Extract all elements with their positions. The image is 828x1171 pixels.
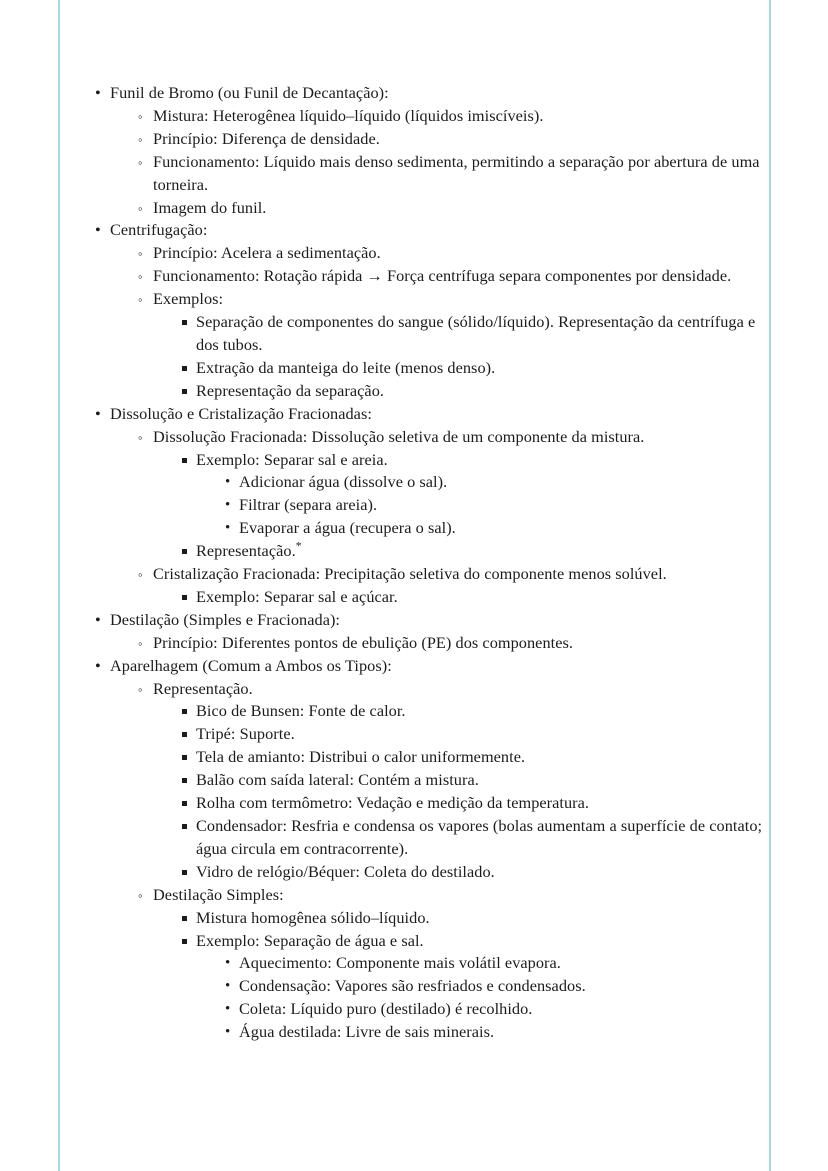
- outline-item-funil-imagem: [138, 197, 768, 220]
- outline-item-label: Representação.: [153, 678, 253, 698]
- bullet-square-icon: [182, 824, 187, 829]
- bullet-disc-icon: •: [95, 220, 101, 240]
- outline-item-label: Funcionamento: Líquido mais denso sedimenta, permitindo a separação por abertura de uma torneira.: [153, 151, 760, 194]
- bullet-subdisc-icon: •: [225, 497, 231, 514]
- outline-item-label: Vidro de relógio/Béquer: Coleta do destilado.: [196, 861, 495, 881]
- outline-sublist-level-2: [138, 105, 768, 220]
- footnote-marker: *: [295, 539, 302, 553]
- outline-item-label: Tela de amianto: Distribui o calor uniformemente.: [196, 747, 526, 767]
- outline-item-label: Adicionar água (dissolve o sal).: [239, 472, 448, 492]
- bullet-circle-icon: ◦: [138, 246, 143, 262]
- outline-item-condensador: [182, 815, 768, 861]
- bullet-disc-icon: •: [95, 403, 101, 423]
- outline-item-dissolucao-fracionada: [138, 426, 768, 563]
- outline-item-label: Destilação Simples:: [153, 884, 284, 904]
- bullet-subdisc-icon: •: [225, 520, 231, 537]
- outline-item-label: Dissolução Fracionada: Dissolução seletiva de um componente da mistura.: [153, 426, 645, 446]
- bullet-square-icon: [182, 709, 187, 714]
- outline-item-label: Representação da separação.: [196, 380, 385, 400]
- outline-item-label: Exemplo: Separação de água e sal.: [196, 930, 424, 950]
- outline-item-dissolucao-representacao: [182, 540, 768, 563]
- outline-item-etapa-condensacao: [225, 975, 768, 998]
- outline-item-label: Aparelhagem (Comum a Ambos os Tipos):: [110, 655, 392, 675]
- outline-item-label: Cristalização Fracionada: Precipitação seletiva do componente menos solúvel.: [153, 564, 667, 584]
- outline-item-label: Condensador: Resfria e condensa os vapores (bolas aumentam a superfície de contato; água circula em contracorrente).: [196, 816, 763, 858]
- bullet-disc-icon: •: [95, 655, 101, 675]
- outline-item-label: Balão com saída lateral: Contém a mistura.: [196, 770, 479, 790]
- outline-item-label: Condensação: Vapores são resfriados e condensados.: [239, 976, 586, 996]
- outline-item-tela-de-amianto: [182, 746, 768, 769]
- bullet-square-icon: [182, 458, 187, 463]
- outline-sublist-level-3: [182, 586, 768, 609]
- bullet-subdisc-icon: •: [225, 978, 231, 995]
- outline-item-funil-de-bromo: [95, 82, 768, 219]
- outline-item-label: Princípio: Acelera a sedimentação.: [153, 243, 381, 263]
- outline-item-passo-evaporar: [225, 517, 768, 540]
- bullet-square-icon: [182, 778, 187, 783]
- bullet-circle-icon: ◦: [138, 108, 143, 124]
- outline-item-centrifugacao-funcionamento: [138, 265, 768, 288]
- outline-item-funil-funcionamento: [138, 151, 768, 197]
- outline-sublist-level-2: [138, 426, 768, 609]
- outline-item-label: Tripé: Suporte.: [196, 724, 295, 744]
- outline-sublist-level-4: [225, 471, 768, 540]
- outline-item-label: Princípio: Diferença de densidade.: [153, 128, 380, 148]
- outline-item-label: Mistura: Heterogênea líquido–líquido (líquidos imiscíveis).: [153, 105, 544, 125]
- outline-item-destilacao-simples: [138, 884, 768, 1044]
- bullet-subdisc-icon: •: [225, 474, 231, 491]
- outline-item-destilacao-simples-exemplo: [182, 930, 768, 1045]
- outline-sublist-level-2: [138, 632, 768, 655]
- bullet-circle-icon: ◦: [138, 154, 143, 170]
- outline-item-centrifugacao-principio: [138, 242, 768, 265]
- bullet-square-icon: [182, 916, 187, 921]
- outline-sublist-level-3: [182, 700, 768, 883]
- outline-item-etapa-coleta: [225, 998, 768, 1021]
- bullet-square-icon: [182, 595, 187, 600]
- outline-item-destilacao-principio: [138, 632, 768, 655]
- outline-item-label: Coleta: Líquido puro (destilado) é recolhido.: [239, 999, 533, 1019]
- bullet-circle-icon: ◦: [138, 681, 143, 697]
- outline-sublist-level-2: [138, 242, 768, 402]
- outline-item-exemplo-sangue: [182, 311, 768, 357]
- outline-item-label: Separação de componentes do sangue (sólido/líquido). Representação da centrífuga e dos tubos.: [196, 312, 756, 354]
- outline-item-label: Representação.: [196, 541, 296, 561]
- bullet-subdisc-icon: •: [225, 1001, 231, 1018]
- outline-item-aparelhagem-representacao: [138, 678, 768, 884]
- bullet-circle-icon: ◦: [138, 200, 143, 216]
- outline-item-exemplo-manteiga: [182, 357, 768, 380]
- outline-item-label: Água destilada: Livre de sais minerais.: [239, 1022, 495, 1042]
- bullet-circle-icon: ◦: [138, 292, 143, 308]
- outline-item-exemplo-representacao: [182, 380, 768, 403]
- outline-item-label: Mistura homogênea sólido–líquido.: [196, 907, 430, 927]
- outline-item-tripe: [182, 723, 768, 746]
- outline-item-label: Princípio: Diferentes pontos de ebulição (PE) dos componentes.: [153, 632, 573, 652]
- outline-item-rolha-termometro: [182, 792, 768, 815]
- outline-item-cristalizacao-fracionada: [138, 563, 768, 609]
- outline-sublist-level-3: [182, 907, 768, 1044]
- bullet-circle-icon: ◦: [138, 887, 143, 903]
- bullet-square-icon: [182, 389, 187, 394]
- bullet-square-icon: [182, 732, 187, 737]
- outline-item-label: Bico de Bunsen: Fonte de calor.: [196, 701, 406, 721]
- bullet-disc-icon: •: [95, 609, 101, 629]
- outline-sublist-level-3: [182, 311, 768, 403]
- outline-item-label: Rolha com termômetro: Vedação e medição da temperatura.: [196, 793, 590, 813]
- bullet-square-icon: [182, 366, 187, 371]
- outline-item-centrifugacao-exemplos: [138, 288, 768, 403]
- outline-item-funil-mistura: [138, 105, 768, 128]
- outline-item-label: Destilação (Simples e Fracionada):: [110, 609, 341, 629]
- outline-item-passo-adicionar-agua: [225, 471, 768, 494]
- outline-item-label: Funcionamento: Rotação rápida → Força centrífuga separa componentes por densidade.: [153, 266, 732, 286]
- bullet-subdisc-icon: •: [225, 955, 231, 972]
- outline-item-dissolucao-exemplo: [182, 449, 768, 541]
- outline-item-etapa-aquecimento: [225, 952, 768, 975]
- outline-item-label: Exemplo: Separar sal e açúcar.: [196, 586, 398, 606]
- bullet-square-icon: [182, 755, 187, 760]
- outline-item-label: Exemplos:: [153, 289, 224, 309]
- outline-item-label: Imagem do funil.: [153, 197, 267, 217]
- outline-sublist-level-2: [138, 678, 768, 1045]
- outline-sublist-level-4: [225, 952, 768, 1044]
- outline-item-label: Centrifugação:: [110, 220, 208, 240]
- outline-item-etapa-agua-destilada: [225, 1021, 768, 1044]
- bullet-circle-icon: ◦: [138, 131, 143, 147]
- outline-sublist-level-3: [182, 449, 768, 564]
- bullet-square-icon: [182, 939, 187, 944]
- bullet-disc-icon: •: [95, 83, 101, 102]
- bullet-circle-icon: ◦: [138, 269, 143, 285]
- outline-item-cristalizacao-exemplo: [182, 586, 768, 609]
- bullet-circle-icon: ◦: [138, 429, 143, 445]
- outline-item-balao-saida-lateral: [182, 769, 768, 792]
- outline-item-label: Aquecimento: Componente mais volátil evapora.: [239, 953, 561, 973]
- bullet-square-icon: [182, 870, 187, 875]
- bullet-square-icon: [182, 549, 187, 554]
- outline-item-dissolucao-cristalizacao: [95, 403, 768, 609]
- bullet-circle-icon: ◦: [138, 635, 143, 651]
- outline-item-label: Exemplo: Separar sal e areia.: [196, 449, 388, 469]
- outline-item-vidro-relogio-bequer: [182, 861, 768, 884]
- outline-item-aparelhagem: [95, 655, 768, 1044]
- outline-item-label: Extração da manteiga do leite (menos denso).: [196, 357, 496, 377]
- bullet-subdisc-icon: •: [225, 1024, 231, 1041]
- outline-item-label: Funil de Bromo (ou Funil de Decantação):: [110, 83, 389, 102]
- outline-list: [95, 82, 768, 1044]
- outline-item-destilacao: [95, 609, 768, 655]
- bullet-square-icon: [182, 320, 187, 325]
- outline-item-centrifugacao: [95, 219, 768, 402]
- outline-item-passo-filtrar: [225, 494, 768, 517]
- outline-item-mistura-homogenea: [182, 907, 768, 930]
- bullet-circle-icon: ◦: [138, 567, 143, 583]
- bullet-square-icon: [182, 801, 187, 806]
- outline-item-label: Dissolução e Cristalização Fracionadas:: [110, 403, 372, 423]
- outline-item-label: Evaporar a água (recupera o sal).: [239, 518, 456, 538]
- outline-item-label: Filtrar (separa areia).: [239, 495, 378, 515]
- outline-item-bico-de-bunsen: [182, 700, 768, 723]
- outline-item-funil-principio: [138, 128, 768, 151]
